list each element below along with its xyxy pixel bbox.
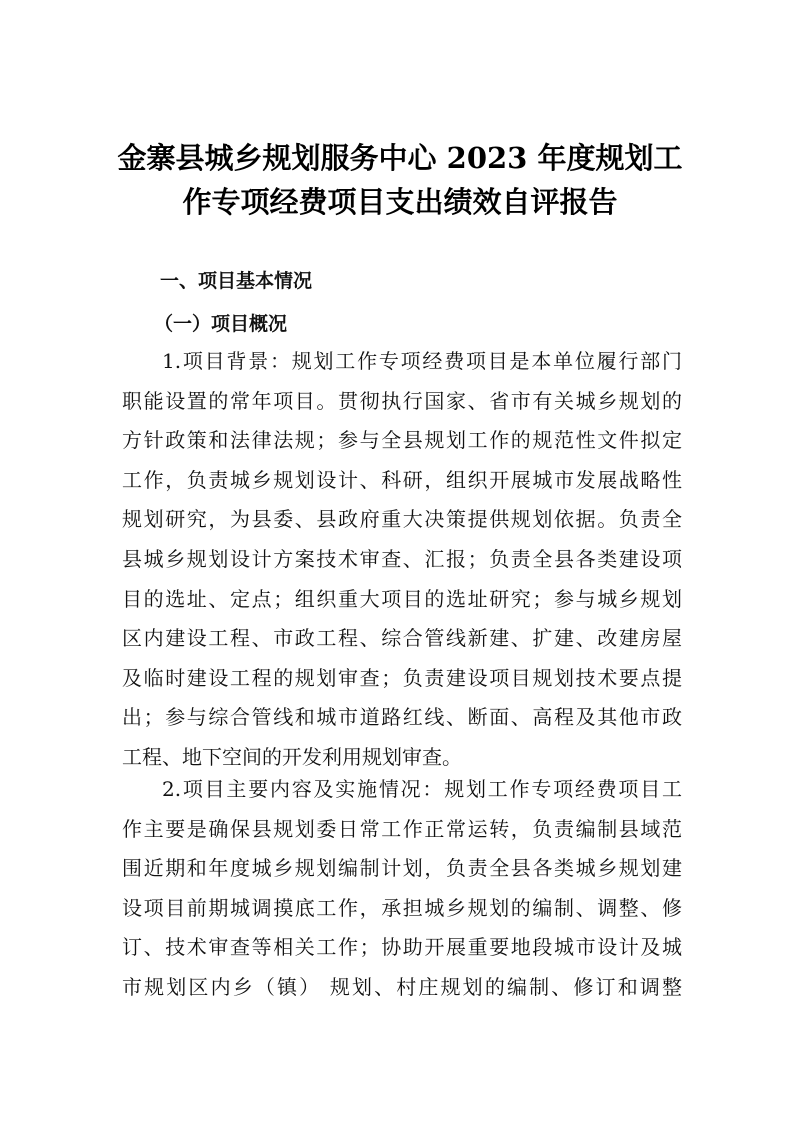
- paragraph-line: 出；参与综合管线和城市道路红线、断面、高程及其他市政: [122, 705, 682, 730]
- subsection-heading-overview: （一）项目概况: [154, 313, 288, 335]
- document-title: [110, 136, 690, 224]
- section-heading-basic-info: 一、项目基本情况: [160, 270, 313, 292]
- paragraph-line: 方针政策和法律法规；参与全县规划工作的规范性文件拟定: [122, 428, 682, 453]
- paragraph-line: 1.项目背景：规划工作专项经费项目是本单位履行部门: [162, 349, 682, 373]
- paragraph-line: 及临时建设工程的规划审查；负责建设项目规划技术要点提: [122, 665, 682, 690]
- paragraph-line: 工程、地下空间的开发利用规划审查。: [122, 744, 462, 769]
- paragraph-project-background: [122, 342, 682, 778]
- paragraph-line: 围近期和年度城乡规划编制计划，负责全县各类城乡规划建: [122, 856, 682, 881]
- paragraph-line: 工作，负责城乡规划设计、科研，组织开展城市发展战略性: [122, 467, 682, 492]
- paragraph-line: 市规划区内乡（镇） 规划、村庄规划的编制、修订和调整: [122, 974, 682, 999]
- paragraph-line: 订、技术审查等相关工作；协助开展重要地段城市设计及城: [122, 935, 682, 960]
- paragraph-project-content: [122, 770, 682, 1008]
- paragraph-line: 规划研究，为县委、县政府重大决策提供规划依据。负责全: [122, 507, 682, 532]
- paragraph-line: 县城乡规划设计方案技术审查、汇报；负责全县各类建设项: [122, 546, 682, 571]
- title-line-1: 金寨县城乡规划服务中心 2023 年度规划工: [117, 141, 683, 175]
- title-line-2: 作专项经费项目支出绩效自评报告: [182, 185, 618, 219]
- paragraph-line: 区内建设工程、市政工程、综合管线新建、扩建、改建房屋: [122, 626, 682, 651]
- paragraph-line: 职能设置的常年项目。贯彻执行国家、省市有关城乡规划的: [122, 388, 682, 413]
- paragraph-line: 2.项目主要内容及实施情况：规划工作专项经费项目工: [162, 777, 682, 801]
- paragraph-line: 目的选址、定点；组织重大项目的选址研究；参与城乡规划: [122, 586, 682, 611]
- paragraph-line: 设项目前期城调摸底工作，承担城乡规划的编制、调整、修: [122, 895, 682, 920]
- paragraph-line: 作主要是确保县规划委日常工作正常运转，负责编制县域范: [122, 816, 682, 841]
